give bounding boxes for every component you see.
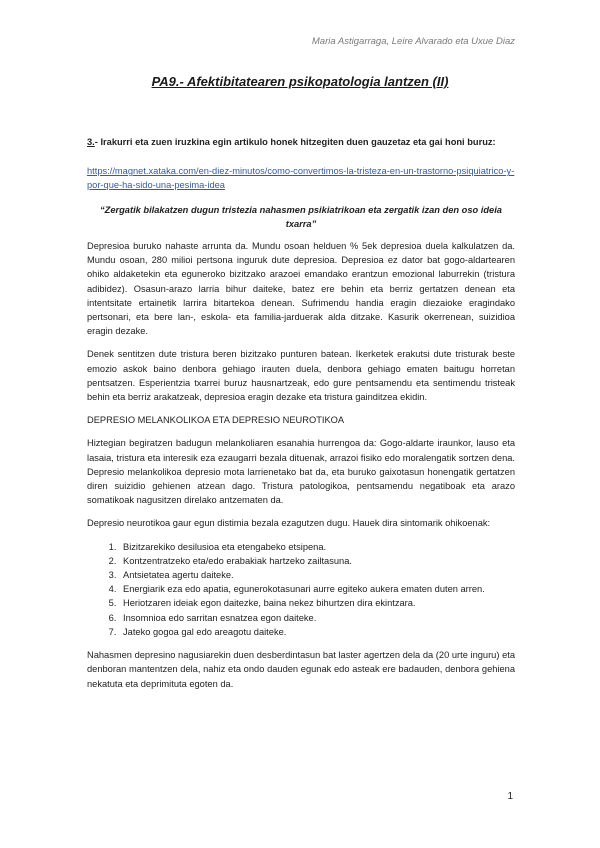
page-number: 1 [507,791,513,802]
paragraph-sadness: Denek sentitzen dute tristura beren bizitzako punturen batean. Ikerketek erakutsi dute tristurak beste emozio askok baino denbora gehiago irauten duela, denbora gehiago ematen baitugu horretan pentsatzen. Esperientzia txarrei buruz hausnartzeak, edo gure pentsamendu eta sentimendu tristeak behin eta berriz arakatzeak, depresioa eragin dezake eta tristura gainditzea ekidin. [87,349,515,403]
article-link[interactable]: https://magnet.xataka.com/en-diez-minutos/como-convertimos-la-tristeza-en-un-trastorno-psiquiatrico-y-por-que-ha-sido-una-pesima-idea [87,166,515,191]
list-item: 3. Antsietatea agertu daiteke. [119,568,515,582]
paragraph-neurotic: Depresio neurotikoa gaur egun distimia bezala ezagutzen dugu. Hauek dira sintomarik ohikoenak: [87,518,491,529]
section-heading: DEPRESIO MELANKOLIKOA ETA DEPRESIO NEUROTIKOA [87,415,345,426]
paragraph-difference: Nahasmen depresino nagusiarekin duen desberdintasun bat laster agertzen dela da (20 urte inguru) eta denboran mantentzen dela, nahiz eta ondo dauden egunak edo asteak ere badauden, denbora gehiena nekatuta eta deprimituta egoten da. [87,650,515,689]
list-item: 1. Bizitzarekiko desilusioa eta etengabeko etsipena. [119,540,515,554]
document-content [87,135,515,700]
page-title: PA9.- Afektibitatearen psikopatologia lantzen (II) [151,74,449,89]
paragraph-depression-intro: Depresioa buruko nahaste arrunta da. Mundu osoan helduen % 5ek depresioa duela kalkulatzen da. Mundu osoan, 280 milioi pertsona inguruk dute depresioa. Depresioa ez dator bat gogo-aldartearen ohiko aldaketekin eta eguneroko bizitzako arazoei emandako erantzun emozional laburrekin (tristura adibidez). Osasun-arazo larria bihur daiteke, batez ere behin eta berriz gertatzen denean eta intentsitate ertainetik larrira bitartekoa denean. Sufrimendu handia eragin diezaioke eragindako pertsonari, eta bere lan-, eskola- eta familia-jarduerak alda ditzake. Kasurik okerrenean, suizidioa eragin dezake. [87,241,515,337]
list-item: 7. Jateko gogoa gal edo areagotu daiteke. [119,625,515,639]
header-authors: Maria Astigarraga, Leire Alvarado eta Uxue Diaz [311,36,515,47]
list-item: 4. Energiarik eza edo apatia, egunerokotasunari aurre egiteko aukera ematen duten arren. [119,582,515,596]
list-item: 5. Heriotzaren ideiak egon daitezke, baina nekez bihurtzen dira ekintzara. [119,596,515,610]
question-number: 3. [87,137,95,147]
paragraph-melancholic: Hiztegian begiratzen badugun melankoliaren esanahia hurrengoa da: Gogo-aldarte iraunkor, lauso eta lasaia, tristura eta interesik eza ezaugarri bezala dituenak, arrazoi fisiko edo moralengatik sortzen dena. Depresio melankolikoa depresio mota larrienetako bat da, eta buruko gaixotasun honengatik gertatzen diren suizidio gehienen atzean dago. Tristura patologikoa, pentsamendu negatiboak eta arazo somatikoak nagusitzen direlako antzematen da. [87,438,515,506]
list-item: 6. Insomnioa edo sarritan esnatzea egon daiteke. [119,611,515,625]
article-subtitle: “Zergatik bilakatzen dugun tristezia nahasmen psikiatrikoan eta zergatik izan den oso ideia txarra” [100,204,502,229]
question-line [87,135,515,149]
question-text: - Irakurri eta zuen iruzkina egin artikulo honek hitzegiten duen gauzetaz eta gai honi buruz: [94,137,496,147]
list-item: 2. Kontzentratzeko eta/edo erabakiak hartzeko zailtasuna. [119,554,515,568]
symptoms-list [87,540,515,639]
